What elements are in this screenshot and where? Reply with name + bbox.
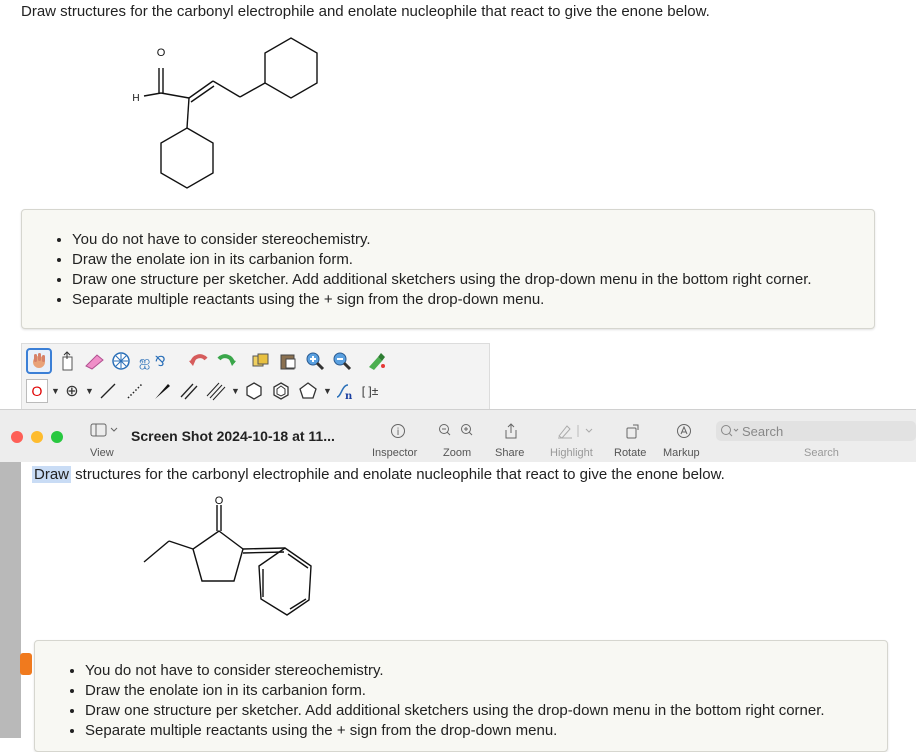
charge-icon[interactable]: ⊕: [65, 383, 79, 400]
preview-titlebar: [0, 409, 916, 464]
oxygen-label: O: [214, 495, 224, 507]
selected-word[interactable]: Draw: [34, 466, 70, 483]
double-bond-icon[interactable]: [177, 379, 201, 403]
clean-structure-icon[interactable]: [365, 349, 389, 373]
highlight-label: Highlight: [550, 447, 593, 459]
screenshot-instructions-box: [34, 640, 888, 752]
inspector-label: Inspector: [372, 447, 418, 459]
minimize-window-button[interactable]: [31, 431, 43, 443]
close-window-button[interactable]: [11, 431, 23, 443]
search-input[interactable]: [716, 421, 916, 441]
hydrogen-label: H: [132, 93, 140, 104]
instruction-item: • Separate multiple reactants using the + sign from the drop-down menu.: [72, 290, 874, 310]
info-icon[interactable]: [390, 423, 406, 442]
cyclohexane-icon[interactable]: [242, 379, 266, 403]
wedge-bond-icon[interactable]: [150, 379, 174, 403]
search-icon: [720, 424, 742, 438]
bracket-tool-icon[interactable]: [ ]±: [361, 384, 379, 398]
eraser-icon[interactable]: [82, 349, 106, 373]
zoom-in-icon[interactable]: [303, 349, 327, 373]
hand-tool-icon[interactable]: [26, 348, 52, 374]
cyclopentane-icon[interactable]: [296, 379, 320, 403]
paste-icon[interactable]: [276, 349, 300, 373]
enone-structure-2: [130, 493, 360, 623]
benzene-icon[interactable]: [269, 379, 293, 403]
markup-label: Markup: [663, 447, 700, 459]
lasso-icon[interactable]: [136, 349, 184, 373]
question-text: Draw structures for the carbonyl electrophile and enolate nucleophile that react to give the enone below.: [21, 3, 710, 20]
undo-icon[interactable]: [187, 349, 211, 373]
ring-template-icon[interactable]: [109, 349, 133, 373]
instruction-item: • You do not have to consider stereochemistry.: [72, 230, 874, 250]
rotate-label: Rotate: [614, 447, 647, 459]
search-label: Search: [804, 447, 839, 459]
hashed-bond-icon[interactable]: [123, 379, 147, 403]
rotate-icon[interactable]: [625, 423, 641, 442]
svg-text:n: n: [345, 391, 353, 401]
screenshot-question-text: Draw structures for the carbonyl electrophile and enolate nucleophile that react to give the enone below.: [34, 466, 725, 483]
chevron-down-icon[interactable]: ▼: [51, 386, 60, 396]
repeat-unit-icon[interactable]: [334, 379, 354, 403]
markup-icon[interactable]: [676, 423, 692, 442]
zoom-out-icon[interactable]: [438, 423, 478, 442]
copy-icon[interactable]: [249, 349, 273, 373]
page-marker-tab[interactable]: [20, 653, 32, 675]
view-label: View: [90, 447, 114, 459]
window-title: Screen Shot 2024-10-18 at 11...: [131, 428, 335, 444]
instruction-item: • You do not have to consider stereochemistry.: [85, 661, 887, 681]
zoom-out-icon[interactable]: [330, 349, 354, 373]
sketcher-toolbar: [21, 343, 490, 410]
chevron-down-icon[interactable]: ▼: [231, 386, 240, 396]
search-placeholder: Search: [742, 423, 784, 439]
window-sidebar-background: [0, 462, 21, 738]
highlight-icon[interactable]: [556, 423, 600, 442]
sidebar-view-icon[interactable]: [90, 423, 120, 440]
share-icon[interactable]: [503, 423, 519, 442]
svg-text:ஐ ⅋: ஐ ⅋: [139, 354, 166, 370]
instruction-item: • Draw one structure per sketcher. Add additional sketchers using the drop-down menu in the bottom right corner.: [85, 701, 887, 721]
chevron-down-icon[interactable]: ▼: [85, 386, 94, 396]
zoom-window-button[interactable]: [51, 431, 63, 443]
triple-bond-icon[interactable]: [204, 379, 228, 403]
element-selector[interactable]: O: [26, 379, 48, 403]
zoom-label: Zoom: [443, 447, 472, 459]
enone-structure-1: [110, 30, 340, 200]
oxygen-label: O: [156, 47, 166, 59]
redo-icon[interactable]: [214, 349, 238, 373]
instruction-item: • Separate multiple reactants using the + sign from the drop-down menu.: [85, 721, 887, 741]
instruction-item: • Draw the enolate ion in its carbanion form.: [85, 681, 887, 701]
svg-text:i: i: [396, 427, 400, 438]
instruction-item: • Draw the enolate ion in its carbanion form.: [72, 250, 874, 270]
chevron-down-icon[interactable]: ▼: [323, 386, 332, 396]
single-bond-icon[interactable]: [96, 379, 120, 403]
share-label: Share: [495, 447, 525, 459]
select-tool-icon[interactable]: [55, 349, 79, 373]
instruction-item: • Draw one structure per sketcher. Add additional sketchers using the drop-down menu in the bottom right corner.: [72, 270, 874, 290]
instructions-box: [21, 209, 875, 329]
